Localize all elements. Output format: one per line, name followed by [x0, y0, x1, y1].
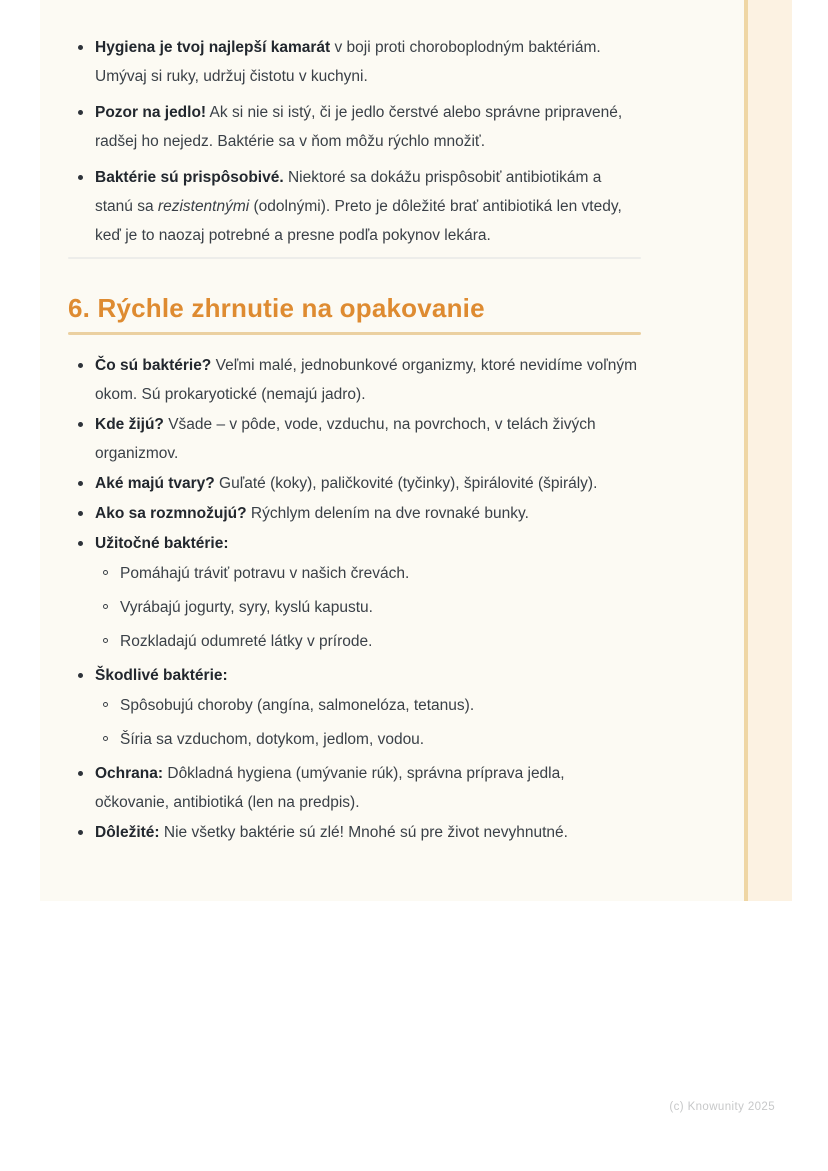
side-accent-panel: [748, 0, 792, 901]
item-lead: Čo sú baktérie?: [95, 357, 212, 374]
sub-list-item: [95, 559, 641, 588]
item-text: (odolnými). Preto je dôležité brať antibiotiká len vtedy, keď je to naozaj potrebné a presne podľa pokynov lekára.: [95, 198, 622, 244]
item-text: Guľaté (koky), paličkovité (tyčinky), špirálovité (špirály).: [214, 475, 598, 492]
list-item: [68, 410, 641, 468]
sub-bullet-icon: [103, 570, 108, 575]
sub-item-text: Šíria sa vzduchom, dotykom, jedlom, vodou.: [120, 731, 425, 748]
item-text: Všade – v pôde, vode, vzduchu, na povrchoch, v telách živých organizmov.: [95, 416, 596, 462]
item-lead: Ako sa rozmnožujú?: [95, 505, 247, 522]
bullet-icon: [78, 541, 83, 546]
bullet-icon: [78, 481, 83, 486]
content-card: [40, 0, 792, 901]
item-lead: Hygiena je tvoj najlepší kamarát: [95, 39, 331, 56]
list-item: [68, 351, 641, 409]
item-lead: Užitočné baktérie:: [95, 535, 229, 552]
bullet-icon: [78, 422, 83, 427]
item-text: Dôkladná hygiena (umývanie rúk), správna príprava jedla, očkovanie, antibiotiká (len na predpis).: [95, 765, 565, 811]
footer-credit: (c) Knowunity 2025: [669, 1101, 775, 1113]
list-item: [68, 529, 641, 656]
item-text: Ak si nie si istý, či je jedlo čerstvé alebo správne pripravené, radšej ho nejedz. Baktérie sa v ňom môžu rýchlo množiť.: [95, 104, 623, 150]
item-lead: Dôležité:: [95, 824, 160, 841]
bullet-icon: [78, 110, 83, 115]
sub-list-item: [95, 725, 641, 754]
item-lead: Aké majú tvary?: [95, 475, 215, 492]
list-item: [68, 469, 641, 498]
item-text-italic: rezistentnými: [157, 198, 250, 215]
bullet-icon: [78, 830, 83, 835]
list-item: [68, 163, 641, 250]
list-item: [68, 33, 641, 91]
sub-item-text: Spôsobujú choroby (angína, salmonelóza, tetanus).: [120, 697, 475, 714]
bullet-icon: [78, 45, 83, 50]
list-item: [68, 499, 641, 528]
sub-bullet-list: [95, 559, 641, 656]
sub-bullet-icon: [103, 736, 108, 741]
list-item: [68, 98, 641, 156]
item-text: Rýchlym delením na dve rovnaké bunky.: [246, 505, 529, 522]
item-lead: Škodlivé baktérie:: [95, 667, 228, 684]
list-item: [68, 818, 641, 847]
bullet-icon: [78, 175, 83, 180]
item-text: Veľmi malé, jednobunkové organizmy, ktoré nevidíme voľným okom. Sú prokaryotické (nemajú jadro).: [95, 357, 638, 403]
item-text: Nie všetky baktérie sú zlé! Mnohé sú pre život nevyhnutné.: [159, 824, 568, 841]
item-lead: Pozor na jedlo!: [95, 104, 207, 121]
item-lead: Baktérie sú prispôsobivé.: [95, 169, 284, 186]
bullet-icon: [78, 771, 83, 776]
sub-bullet-icon: [103, 604, 108, 609]
section-divider: [68, 257, 641, 259]
list-item: [68, 759, 641, 817]
item-lead: Ochrana:: [95, 765, 164, 782]
heading-underline: [68, 332, 641, 335]
bullet-icon: [78, 511, 83, 516]
item-lead: Kde žijú?: [95, 416, 164, 433]
sub-bullet-icon: [103, 638, 108, 643]
bullet-icon: [78, 673, 83, 678]
sub-item-text: Rozkladajú odumreté látky v prírode.: [120, 633, 373, 650]
sub-item-text: Vyrábajú jogurty, syry, kyslú kapustu.: [120, 599, 373, 616]
document-content: [68, 0, 641, 848]
bullet-list-summary: [68, 351, 641, 847]
sub-item-text: Pomáhajú tráviť potravu v našich črevách.: [120, 565, 410, 582]
item-text: v boji proti choroboplodným baktériám. Umývaj si ruky, udržuj čistotu v kuchyni.: [95, 39, 601, 85]
item-text: Niektoré sa dokážu prispôsobiť antibiotikám a stanú sa: [95, 169, 602, 215]
list-item: [68, 661, 641, 754]
sub-bullet-list: [95, 691, 641, 754]
bullet-list-intro: [68, 33, 641, 250]
sub-list-item: [95, 691, 641, 720]
sub-list-item: [95, 593, 641, 622]
sub-bullet-icon: [103, 702, 108, 707]
bullet-icon: [78, 363, 83, 368]
sub-list-item: [95, 627, 641, 656]
section-heading: 6. Rýchle zhrnutie na opakovanie: [68, 293, 485, 323]
